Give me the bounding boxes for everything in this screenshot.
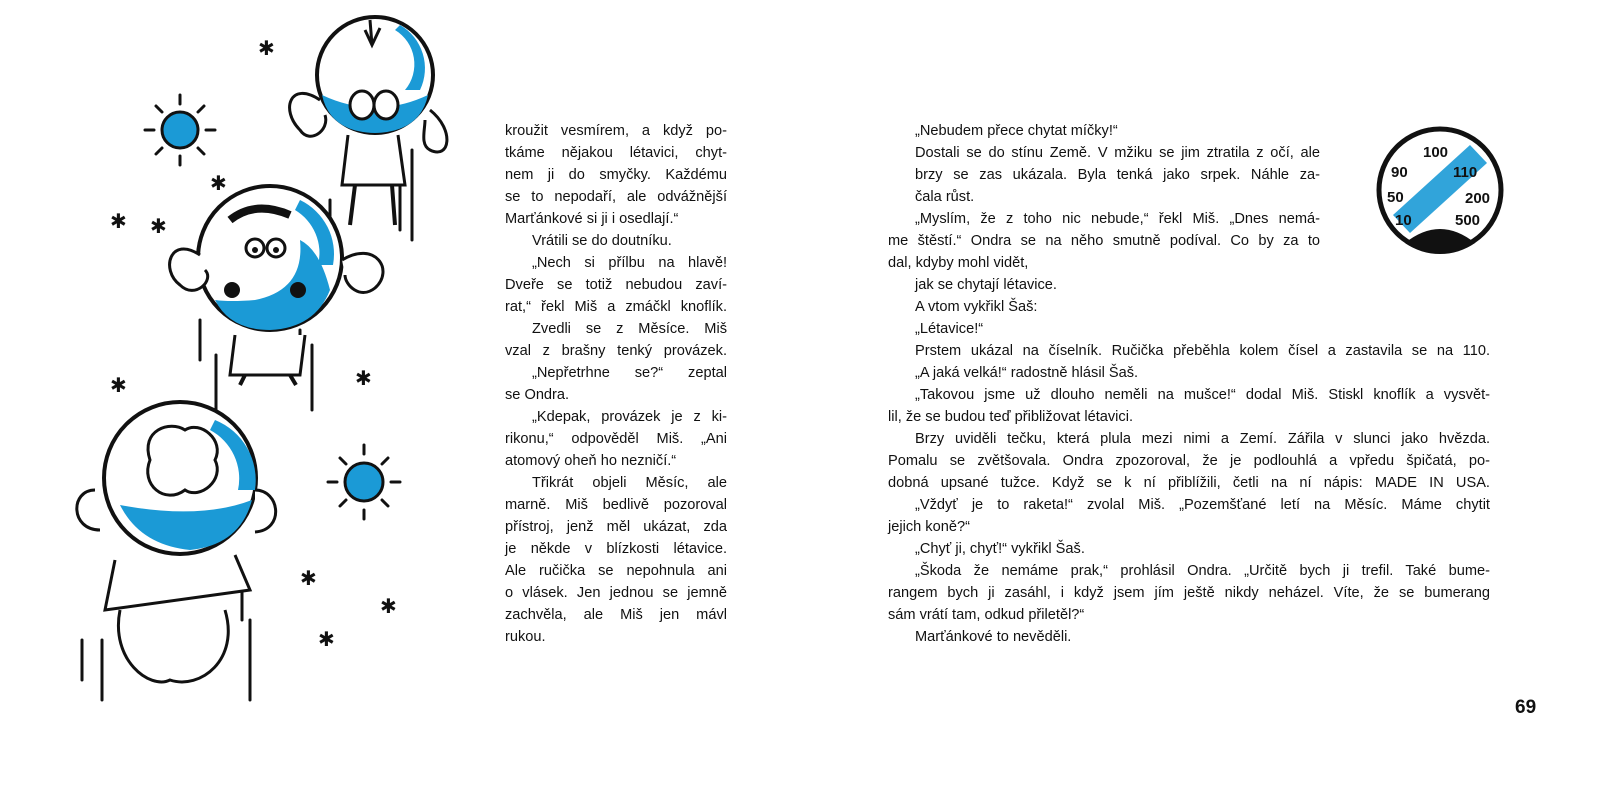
gauge-label: 200 (1465, 190, 1491, 207)
text-line: lil, že se budou teď přibližovat létavici. (888, 409, 1134, 425)
gauge-label: 500 (1455, 212, 1481, 229)
text-line: „Nebudem přece chytat míčky!“ (915, 123, 1118, 139)
text-line: marně. Miš bedlivě pozoroval (505, 497, 727, 513)
svg-text:✱: ✱ (150, 214, 167, 238)
text-column-left (505, 120, 727, 648)
gauge-label: 90 (1391, 164, 1408, 181)
text-line: „Nech si přílbu na hlavě! (532, 255, 727, 271)
gauge-label: 10 (1395, 212, 1412, 229)
gauge-label: 50 (1387, 189, 1404, 206)
text-line: zachvěla, ale Miš jen mávl (505, 607, 727, 623)
text-line: tkáme nějakou létavici, chyt- (505, 145, 727, 161)
text-line: Vrátili se do doutníku. (532, 233, 672, 249)
text-line: „Myslím, že z toho nic nebude,“ řekl Miš. „Dnes nemá- (915, 211, 1320, 227)
svg-text:✱: ✱ (355, 366, 372, 390)
text-line: o vlásek. Jen jednou se jemně (505, 585, 727, 601)
text-line: jejich koně?“ (888, 519, 970, 535)
svg-text:✱: ✱ (110, 209, 127, 233)
svg-text:✱: ✱ (380, 594, 397, 618)
text-line: nem ji do smyčky. Každému (505, 167, 727, 183)
dial-gauge-illustration (1375, 125, 1505, 255)
text-line: Ale ručička se nepohnula ani (505, 563, 727, 579)
text-line: dal, kdyby mohl vidět, (888, 255, 1029, 271)
text-line: atomový oheň ho nezničí.“ (505, 453, 677, 469)
text-line: rangem bych ji zasáhl, i když jsem jím ještě nikdy neházel. Víte, že se bumerang (888, 585, 1490, 601)
text-line: dobná upsané tužce. Když se k ní přiblížili, četli na ní nápis: MADE IN USA. (888, 475, 1490, 491)
text-line: Dveře se totiž nebudou zaví- (505, 277, 727, 293)
sun-right (328, 445, 400, 519)
text-line: „Nepřetrhne se?“ zeptal (532, 365, 727, 381)
text-line: sám vrátí tam, odkud přiletěl?“ (888, 607, 1085, 623)
text-line: Marťánkové to nevěděli. (915, 629, 1072, 645)
svg-text:✱: ✱ (110, 373, 127, 397)
text-line: jak se chytají létavice. (915, 277, 1057, 293)
text-line: „A jaká velká!“ radostně hlásil Šaš. (915, 365, 1139, 381)
text-line: brzy se zas ukázala. Byla tenká jako srpek. Náhle za- (915, 167, 1320, 183)
svg-text:✱: ✱ (258, 36, 275, 60)
svg-text:✱: ✱ (318, 627, 335, 651)
text-line: vzal z brašny tenký provázek. (505, 343, 727, 359)
text-line: Brzy uviděli tečku, která plula mezi nimi a Zemí. Zářila v slunci jako hvězda. (915, 431, 1490, 447)
text-line: Prstem ukázal na číselník. Ručička přeběhla kolem čísel a zastavila se na 110. (915, 343, 1490, 359)
text-line: Zvedli se z Měsíce. Miš (532, 321, 727, 337)
text-line: Třikrát objeli Měsíc, ale (532, 475, 727, 491)
text-line: me štěstí.“ Ondra se na něho smutně podíval. Co by za to (888, 233, 1320, 249)
text-line: A vtom vykřikl Šaš: (915, 299, 1038, 315)
text-line: Pomalu se zvětšovala. Ondra zpozoroval, že je podlouhlá a vpředu špičatá, po- (888, 453, 1490, 469)
astronaut-bottom (77, 402, 276, 682)
text-line: čala růst. (915, 189, 975, 205)
text-line: „Kdepak, provázek je z ki- (532, 409, 727, 425)
text-line: rukou. (505, 629, 546, 645)
text-line: „Vždyť je to raketa!“ zvolal Miš. „Pozemšťané letí na Měsíc. Máme chytit (915, 497, 1490, 513)
gauge-label: 110 (1453, 164, 1478, 181)
astronauts-illustration (0, 0, 460, 800)
text-line: se to nepodaří, ale odvážnější (505, 189, 727, 205)
text-line: „Škoda že nemáme prak,“ prohlásil Ondra. „Určitě bych ji trefil. Také bume- (915, 563, 1490, 579)
text-line: kroužit vesmírem, a když po- (505, 123, 727, 139)
text-line: „Chyť ji, chyť!“ vykřikl Šaš. (915, 541, 1085, 557)
sun-left (145, 95, 215, 165)
svg-text:✱: ✱ (300, 566, 317, 590)
text-line: rat,“ řekl Miš a zmáčkl knoflík. (505, 299, 727, 315)
text-line: Dostali se do stínu Země. V mžiku se jim ztratila z očí, ale (915, 145, 1320, 161)
text-line: „Létavice!“ (915, 321, 984, 337)
gauge-label: 100 (1423, 144, 1449, 161)
text-line: Marťánkové si ji i osedlají.“ (505, 211, 679, 227)
svg-text:✱: ✱ (210, 171, 227, 195)
text-line: se Ondra. (505, 387, 570, 403)
text-line: rikonu,“ odpověděl Miš. „Ani (505, 431, 727, 447)
text-line: přístroj, jenž měl ukázat, zda (505, 519, 727, 535)
page-number: 69 (1515, 697, 1537, 718)
astronaut-top (290, 17, 447, 225)
text-line: je někde v blízkosti létavice. (505, 541, 727, 557)
text-line: „Takovou jsme už dlouho neměli na mušce!“ dodal Miš. Stiskl knoflík a vysvět- (915, 387, 1490, 403)
